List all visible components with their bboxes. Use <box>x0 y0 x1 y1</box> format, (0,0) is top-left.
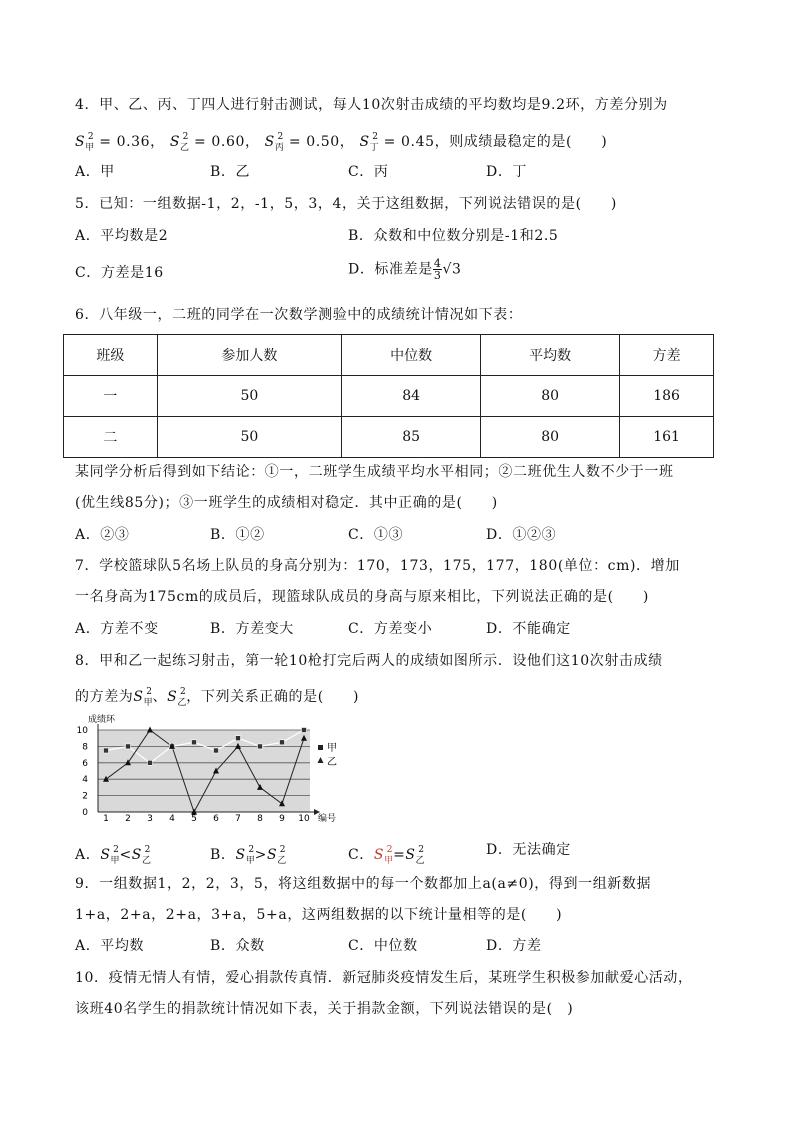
x-tick-label: 1 <box>103 814 109 824</box>
q9-option-b[interactable]: B．众数 <box>210 938 265 954</box>
score-table <box>63 334 714 458</box>
q7-stem-line2: 一名身高为175cm的成员后，现篮球队成员的身高与原来相比，下列说法正确的是( ) <box>75 589 649 605</box>
table-cell: 50 <box>157 417 341 458</box>
q9-stem-line1: 9．一组数据1，2，2，3，5，将这组数据中的每一个数都加上a(a≠0)，得到一组新数据 <box>75 876 652 892</box>
data-point-jia <box>214 748 219 753</box>
legend-triangle-marker <box>318 757 324 763</box>
q4-stem-line2: $S_甲^2 = 0.36$， $S_乙^2 = 0.60$， $S_丙^2 = 0.50$， $S_丁^2 = 0.45$，则成绩最稳定的是( ) <box>75 132 608 153</box>
chart-legend <box>318 742 338 768</box>
q9-stem-line2: 1+a，2+a，2+a，3+a，5+a，这两组数据的以下统计量相等的是( ) <box>75 907 563 923</box>
data-point-jia <box>302 728 307 733</box>
q5-option-c[interactable]: C．方差是16 <box>75 265 164 281</box>
table-header: 班级 <box>64 335 158 376</box>
x-tick-label: 8 <box>257 814 263 824</box>
table-cell: 50 <box>157 376 341 417</box>
table-cell: 186 <box>620 376 714 417</box>
q6-analysis-line2: (优生线85分)；③一班学生的成绩相对稳定．其中正确的是( ) <box>75 495 498 511</box>
q5-option-b[interactable]: B．众数和中位数分别是-1和2.5 <box>348 228 559 244</box>
q6-option-d[interactable]: D．①②③ <box>486 527 557 543</box>
q4-option-b[interactable]: B．乙 <box>210 164 251 180</box>
legend-square-marker <box>318 745 323 750</box>
q7-option-a[interactable]: A．方差不变 <box>75 621 159 637</box>
q9-option-a[interactable]: A．平均数 <box>75 938 145 954</box>
data-point-jia <box>280 740 285 745</box>
data-point-jia <box>258 744 263 749</box>
table-cell: 80 <box>481 376 620 417</box>
data-point-jia <box>236 736 241 741</box>
x-axis-label: 编号 <box>318 814 337 824</box>
table-row <box>64 376 714 417</box>
x-tick-label: 5 <box>191 814 197 824</box>
q4-option-c[interactable]: C．丙 <box>348 164 389 180</box>
table-cell: 一 <box>64 376 158 417</box>
table-cell: 二 <box>64 417 158 458</box>
table-row <box>64 417 714 458</box>
data-point-jia <box>104 748 109 753</box>
q8-option-a[interactable]: A．$S_甲^2<S_乙^2$ <box>75 845 152 866</box>
q6-option-a[interactable]: A．②③ <box>75 527 130 543</box>
data-point-jia <box>192 740 197 745</box>
y-axis-label: 成绩环 <box>88 715 116 725</box>
y-tick-label: 6 <box>82 758 88 769</box>
q7-stem-line1: 7．学校篮球队5名场上队员的身高分别为：170，173，175，177，180(单位：cm)．增加 <box>75 558 680 574</box>
table-cell: 84 <box>342 376 481 417</box>
y-tick-label: 4 <box>82 775 88 786</box>
q8-option-b[interactable]: B．$S_甲^2>S_乙^2$ <box>210 845 287 866</box>
table-header: 参加人数 <box>157 335 341 376</box>
q6-stem: 6．八年级一，二班的同学在一次数学测验中的成绩统计情况如下表： <box>75 307 523 323</box>
q7-option-b[interactable]: B．方差变大 <box>210 621 294 637</box>
x-tick-label: 10 <box>298 814 310 824</box>
table-header: 中位数 <box>342 335 481 376</box>
x-tick-label: 3 <box>147 814 153 824</box>
y-tick-label: 0 <box>82 808 88 818</box>
legend-label-jia: 甲 <box>327 743 337 754</box>
data-point-jia <box>148 760 153 765</box>
table-cell: 161 <box>620 417 714 458</box>
y-tick-label: 2 <box>82 791 88 802</box>
table-header-row <box>64 335 714 376</box>
table-cell: 80 <box>481 417 620 458</box>
q8-stem-line2: 的方差为$S_甲^2$、$S_乙^2$，下列关系正确的是( ) <box>75 687 360 708</box>
q9-option-c[interactable]: C．中位数 <box>348 938 418 954</box>
plot-area <box>98 730 310 812</box>
legend-label-yi: 乙 <box>327 757 337 768</box>
y-tick-label: 10 <box>76 726 88 736</box>
x-tick-label: 4 <box>169 814 175 824</box>
score-line-chart <box>70 712 350 827</box>
q8-option-d[interactable]: D．无法确定 <box>486 842 571 858</box>
x-tick-label: 7 <box>235 814 241 824</box>
y-tick-label: 8 <box>82 742 88 753</box>
q7-option-c[interactable]: C．方差变小 <box>348 621 433 637</box>
q6-option-c[interactable]: C．①③ <box>348 527 404 543</box>
q10-stem-line1: 10．疫情无情人有情，爱心捐款传真情．新冠肺炎疫情发生后，某班学生积极参加献爱心活动， <box>75 970 693 986</box>
q8-option-c[interactable]: C．$S_甲^2=S_乙^2$ <box>348 845 426 866</box>
q4-option-a[interactable]: A．甲 <box>75 164 115 180</box>
q4-stem-line1: 4．甲、乙、丙、丁四人进行射击测试，每人10次射击成绩的平均数均是9.2环，方差分别为 <box>75 97 668 113</box>
q6-analysis-line1: 某同学分析后得到如下结论：①一，二班学生成绩平均水平相同；②二班优生人数不少于一班 <box>75 464 674 480</box>
q6-option-b[interactable]: B．①② <box>210 527 265 543</box>
q8-stem-line1: 8．甲和乙一起练习射击，第一轮10枪打完后两人的成绩如图所示．设他们这10次射击成绩 <box>75 653 663 669</box>
x-tick-label: 9 <box>279 814 285 824</box>
q5-option-a[interactable]: A．平均数是2 <box>75 228 169 244</box>
fraction: $\frac{4}{3}$ <box>433 257 442 282</box>
x-tick-label: 6 <box>213 814 219 824</box>
q7-option-d[interactable]: D．不能确定 <box>486 621 571 637</box>
q10-stem-line2: 该班40名学生的捐款统计情况如下表，关于捐款金额，下列说法错误的是( ) <box>75 1001 574 1017</box>
table-header: 方差 <box>620 335 714 376</box>
table-cell: 85 <box>342 417 481 458</box>
q9-option-d[interactable]: D．方差 <box>486 938 542 954</box>
data-point-yi <box>147 727 153 733</box>
table-header: 平均数 <box>481 335 620 376</box>
q5-option-d[interactable]: D．标准差是 $\frac{4}{3}$ √3 <box>348 257 462 282</box>
q5-stem: 5．已知：一组数据-1，2，-1，5，3，4，关于这组数据，下列说法错误的是( ) <box>75 196 617 212</box>
data-point-jia <box>126 744 131 749</box>
q4-option-d[interactable]: D．丁 <box>486 164 528 180</box>
x-tick-label: 2 <box>125 814 131 824</box>
